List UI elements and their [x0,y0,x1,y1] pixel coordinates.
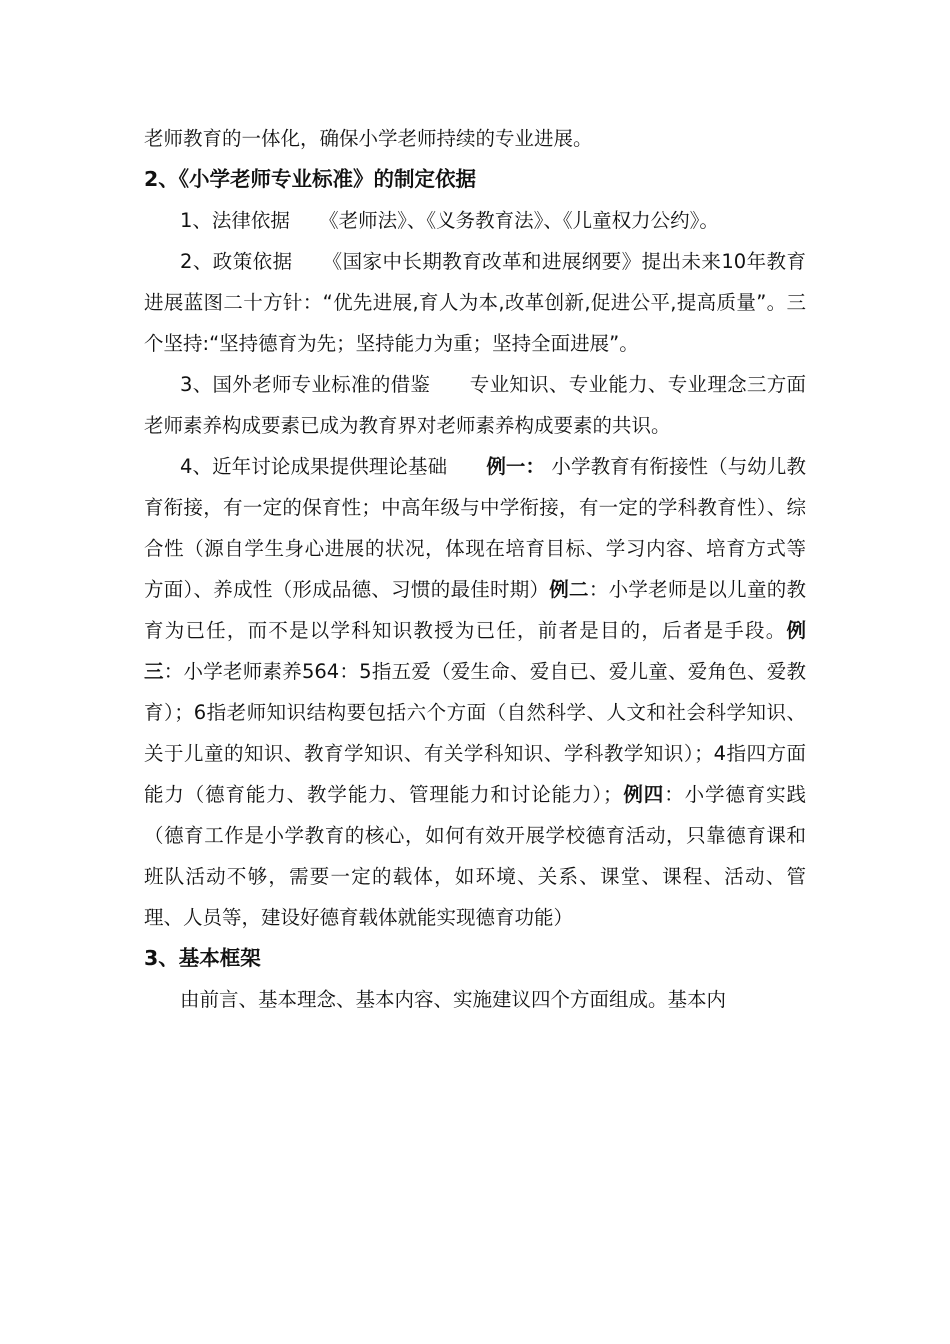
paragraph-research-basis [144,446,806,938]
example-3-text: ：小学老师素养564：5指五爱（爱生命、爱自已、爱儿童、爱角色、爱教育）；6指老师知识结构要包括六个方面（自然科学、人文和社会科学知识、关于儿童的知识、教育学知识、有关学科知识、学科教学知识）；4指四方面能力（德育能力、教学能力、管理能力和讨论能力）； [144,660,806,806]
document-page [144,118,806,1020]
paragraph-intro: 老师教育的一体化，确保小学老师持续的专业进展。 [144,127,593,150]
paragraph-legal-basis: 1、法律依据 《老师法》、《义务教育法》、《儿童权力公约》。 [180,209,719,232]
research-lead: 4、近年讨论成果提供理论基础 [180,455,487,478]
example-2-text: ：小学老师是以儿童的教育为已任，而不是以学科知识教授为已任，前者是目的，后者是手段。 [144,578,806,642]
example-3-label: 例三 [144,619,806,683]
section-heading-2: 2、《小学老师专业标准》的制定依据 [144,167,477,191]
example-2-label: 例二 [549,578,589,601]
example-4-label: 例四 [622,783,665,806]
section-heading-3: 3、基本框架 [144,946,261,970]
paragraph-foreign-standards: 3、国外老师专业标准的借鉴 专业知识、专业能力、专业理念三方面老师素养构成要素已成为教育界对老师素养构成要素的共识。 [144,373,806,437]
paragraph-policy-basis: 2、政策依据 《国家中长期教育改革和进展纲要》提出未来10年教育进展蓝图二十方针：“优先进展,育人为本,改革创新,促进公平,提高质量”。三个坚持:“坚持德育为先；坚持能力为重；坚持全面进展”。 [144,250,806,355]
example-4-text: ：小学德育实践（德育工作是小学教育的核心，如何有效开展学校德育活动，只靠德育课和班队活动不够，需要一定的载体，如环境、关系、课堂、课程、活动、管理、人员等，建设好德育载体就能实现德育功能） [144,783,806,929]
example-1-text: 小学教育有衔接性（与幼儿教育衔接，有一定的保育性；中高年级与中学衔接，有一定的学科教育性）、综合性（源自学生身心进展的状况，体现在培育目标、学习内容、培育方式等方面）、养成性（形成品德、习惯的最佳时期） [144,455,806,601]
example-1-label: 例一： [486,455,546,478]
paragraph-framework: 由前言、基本理念、基本内容、实施建议四个方面组成。基本内 [180,988,727,1011]
